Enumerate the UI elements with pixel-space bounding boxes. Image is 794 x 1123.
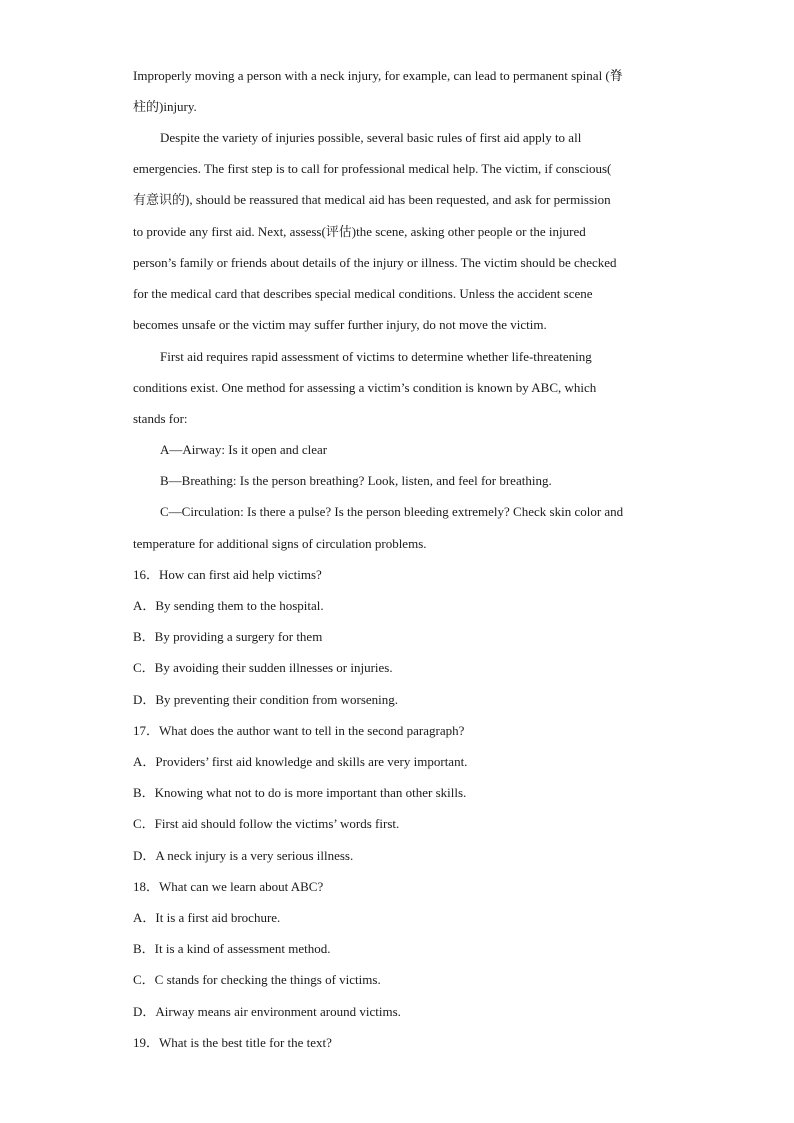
question-option: A．Providers’ first aid knowledge and skills are very important.: [133, 754, 468, 769]
passage-line: for the medical card that describes special medical conditions. Unless the accident scene: [133, 286, 593, 301]
passage-line: 柱的)injury.: [133, 99, 197, 114]
abc-item: A—Airway: Is it open and clear: [160, 442, 328, 457]
question-stem: 17．What does the author want to tell in the second paragraph?: [133, 723, 465, 738]
abc-item: B—Breathing: Is the person breathing? Look, listen, and feel for breathing.: [160, 473, 552, 488]
question-option: D．A neck injury is a very serious illness.: [133, 848, 354, 863]
question-option: C．First aid should follow the victims’ words first.: [133, 816, 400, 831]
question-option: B．Knowing what not to do is more important than other skills.: [133, 785, 467, 800]
passage-line: 有意识的), should be reassured that medical aid has been requested, and ask for permission: [133, 192, 611, 207]
question-option: A．It is a first aid brochure.: [133, 910, 281, 925]
abc-item: C—Circulation: Is there a pulse? Is the person bleeding extremely? Check skin color and: [160, 504, 624, 519]
passage-line: to provide any first aid. Next, assess(评估)the scene, asking other people or the injured: [133, 224, 586, 239]
passage-line: person’s family or friends about details of the injury or illness. The victim should be checked: [133, 255, 617, 270]
question-option: B．It is a kind of assessment method.: [133, 941, 331, 956]
passage-line: stands for:: [133, 411, 188, 426]
question-option: D．Airway means air environment around victims.: [133, 1004, 401, 1019]
question-stem: 19．What is the best title for the text?: [133, 1035, 332, 1050]
question-option: B．By providing a surgery for them: [133, 629, 323, 644]
passage-line: emergencies. The first step is to call for professional medical help. The victim, if conscious(: [133, 161, 612, 176]
question-option: C．By avoiding their sudden illnesses or injuries.: [133, 660, 393, 675]
question-stem: 16．How can first aid help victims?: [133, 567, 322, 582]
passage-line: Improperly moving a person with a neck injury, for example, can lead to permanent spinal (脊: [133, 68, 623, 83]
passage-line: First aid requires rapid assessment of victims to determine whether life-threatening: [160, 349, 592, 364]
question-stem: 18．What can we learn about ABC?: [133, 879, 324, 894]
abc-item-continuation: temperature for additional signs of circulation problems.: [133, 536, 427, 551]
question-option: C．C stands for checking the things of victims.: [133, 972, 381, 987]
passage-line: Despite the variety of injuries possible, several basic rules of first aid apply to all: [160, 130, 582, 145]
question-option: A．By sending them to the hospital.: [133, 598, 324, 613]
passage-line: conditions exist. One method for assessing a victim’s condition is known by ABC, which: [133, 380, 597, 395]
passage-line: becomes unsafe or the victim may suffer further injury, do not move the victim.: [133, 317, 547, 332]
question-option: D．By preventing their condition from worsening.: [133, 692, 399, 707]
